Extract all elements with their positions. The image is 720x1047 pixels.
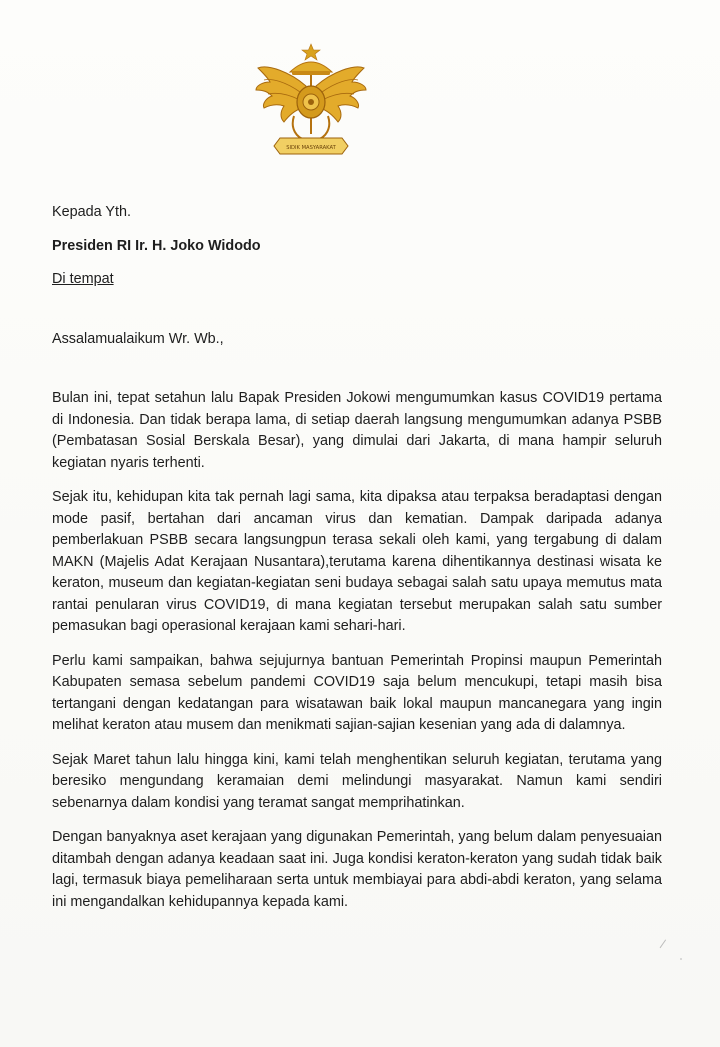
opening-line: Kepada Yth. xyxy=(52,204,131,220)
paragraph-5: Dengan banyaknya aset kerajaan yang digunakan Pemerintah, yang belum dalam penyesuaian ditambah dengan adanya keadaan saat ini. Juga kondisi keraton-keraton yang sudah tidak baik lagi, termasuk biaya pemeliharaan serta untuk membiayai para abdi-abdi keraton, yang selama ini mengandalkan kehidupannya kepada kami. xyxy=(52,829,662,910)
salutation: Assalamualaikum Wr. Wb., xyxy=(52,330,224,347)
royal-crest-emblem xyxy=(250,42,372,158)
paragraph-4: Sejak Maret tahun lalu hingga kini, kami telah menghentikan seluruh kegiatan, terutama yang beresiko mengundang keramaian demi melindungi masyarakat. Namun kami sendiri sebenarnya dalam kondisi yang teramat sangat memprihatinkan. xyxy=(52,751,662,811)
paragraph-3: Perlu kami sampaikan, bahwa sejujurnya bantuan Pemerintah Propinsi maupun Pemerintah Kabupaten semasa sebelum pandemi COVID19 saja belum mencukupi, tetapi masih bisa tertangani dengan kedatangan para wisatawan baik lokal maupun mancanegara yang ingin melihat keraton atau musem dan menikmati sajian-sajian kesenian yang ada di dalamnya. xyxy=(52,652,662,733)
recipient-name: Presiden RI Ir. H. Joko Widodo xyxy=(52,237,261,254)
place-line: Di tempat xyxy=(52,271,114,287)
crest-motto: SIDIK MASYARAKAT xyxy=(286,145,336,151)
paragraph-2: Sejak itu, kehidupan kita tak pernah lagi sama, kita dipaksa atau terpaksa beradaptasi dengan mode pasif, bertahan dari ancaman virus dan kematian. Dampak daripada adanya pemberlakuan PSBB secara langsungpun terasa sekali oleh kami, yang tergabung di dalam MAKN (Majelis Adat Kerajaan Nusantara),terutama karena dihentikannya destinasi wisata ke keraton, museum dan kegiatan-kegiatan seni budaya sebagai salah satu upaya memutus mata rantai penularan virus COVID19, di mana kegiatan tersebut merupakan salah satu sumber pemasukan bagi operasional kerajaan kami sehari-hari. xyxy=(52,489,662,634)
letter-body xyxy=(52,202,662,926)
scan-dot xyxy=(680,958,682,960)
scan-mark xyxy=(660,939,670,950)
paragraph-1: Bulan ini, tepat setahun lalu Bapak Presiden Jokowi mengumumkan kasus COVID19 pertama di Indonesia. Dan tidak berapa lama, di setiap daerah langsung mengumumkan adanya PSBB (Pembatasan Sosial Berskala Besar), yang dimulai dari Jakarta, di mana hampir seluruh kegiatan nyaris terhenti. xyxy=(52,390,662,471)
